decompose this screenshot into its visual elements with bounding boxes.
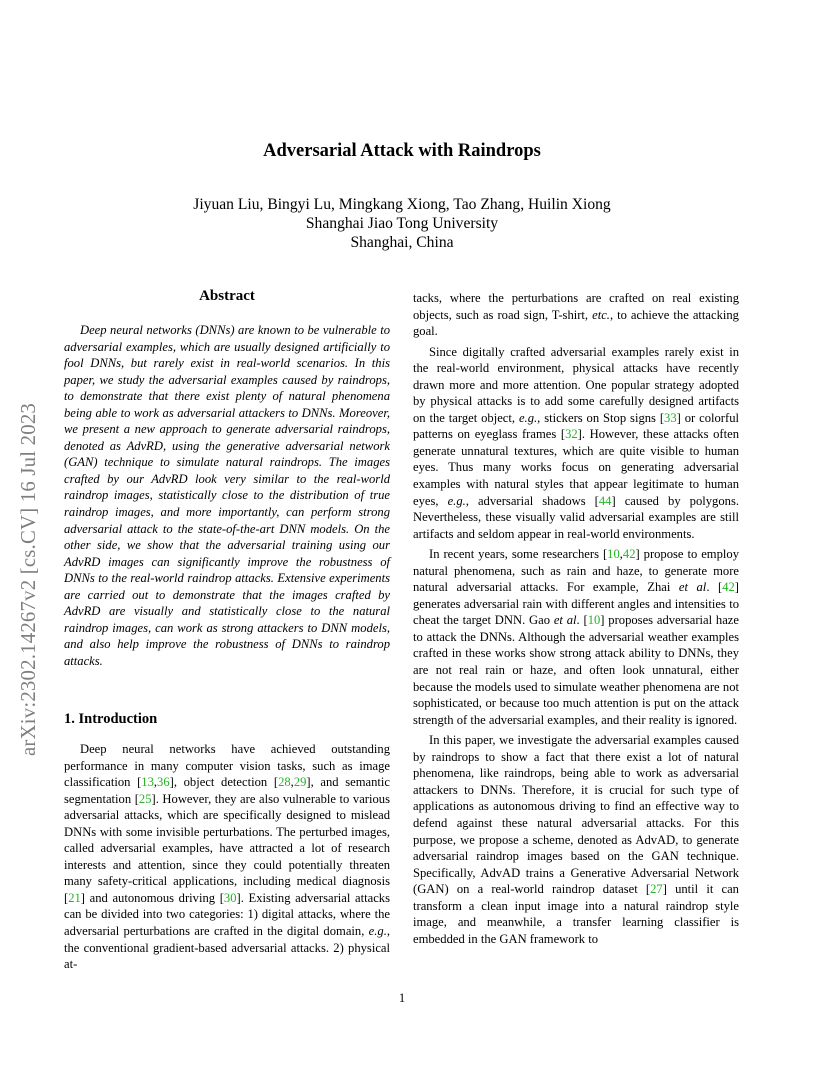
page-number: 1 bbox=[398, 991, 406, 1005]
right-paragraph-2: Since digitally crafted adversarial examples rarely exist in the real-world environment, physical attacks have recently drawn more and more attention. One popular strategy adopted by physical attacks is to add some carefully designed artifacts on the target object, e.g., stickers on Stop signs [33] or colorful patterns on eyeglass frames [32]. However, these attacks often generate unnatural textures, which are quite visible to human eyes. Thus many works focus on generating adversarial examples with natural styles that appear legitimate to human eyes, e.g., adversarial shadows [44] caused by polygons. Nevertheless, these visually valid adversarial examples are still artifacts and seldom appear in real-world environments. bbox=[413, 344, 739, 541]
citation-link[interactable]: 25 bbox=[138, 791, 152, 806]
arxiv-side-stamp: arXiv:2302.14267v2 [cs.CV] 16 Jul 2023 bbox=[17, 402, 40, 756]
citation-link[interactable]: 42 bbox=[722, 580, 735, 595]
paper-title: Adversarial Attack with Raindrops bbox=[263, 141, 541, 161]
right-column-body bbox=[413, 290, 739, 947]
citation-link[interactable]: 13 bbox=[141, 775, 154, 790]
citation-link[interactable]: 36 bbox=[157, 775, 170, 790]
citation-link[interactable]: 27 bbox=[650, 882, 663, 897]
citation-link[interactable]: 42 bbox=[622, 547, 636, 562]
citation-link[interactable]: 32 bbox=[565, 427, 578, 442]
abstract-heading: Abstract bbox=[199, 288, 255, 304]
author-names: Jiyuan Liu, Bingyi Lu, Mingkang Xiong, Tao Zhang, Huilin Xiong bbox=[193, 196, 611, 213]
right-paragraph-continuation: tacks, where the perturbations are crafted on real existing objects, such as road sign, T-shirt, etc., to achieve the attacking goal. bbox=[413, 291, 739, 339]
citation-link[interactable]: 10 bbox=[587, 613, 601, 628]
intro-paragraph-1: Deep neural networks have achieved outstanding performance in many computer vision tasks, such as image classification [13,36], object detection [28,29], and semantic segmentation [25]. However, they are also vulnerable to various adversarial attacks, which are specifically designed to mislead DNNs with some invisible perturbations. The perturbed images, called adversarial examples, have attracted a lot of research interests and attention, since they could potentially threaten many safety-critical applications, including medical diagnosis [21] and autonomous driving [30]. Existing adversarial attacks can be divided into two categories: 1) digital attacks, where the adversarial perturbations are crafted in the digital domain, e.g., the conventional gradient-based adversarial attacks. 2) physical at- bbox=[64, 742, 390, 972]
citation-link[interactable]: 44 bbox=[598, 493, 612, 508]
abstract-text: Deep neural networks (DNNs) are known to be vulnerable to adversarial examples, which are usually designed artificially to fool DNNs, but rarely exist in real-world scenarios. In this paper, we study the adversarial examples caused by raindrops, to demonstrate that there exist plenty of natural phenomena being able to work as adversarial attackers to DNNs. Moreover, we present a new approach to generate adversarial raindrops, denoted as AdvRD, using the generative adversarial network (GAN) technique to simulate natural raindrops. The images crafted by our AdvRD look very similar to the real-world raindrop images, statistically close to the distribution of true raindrop images, and more importantly, can perform strong adversarial attack to the state-of-the-art DNN models. On the other side, we show that the adversarial training using our AdvRD images can significantly improve the robustness of DNNs to the real-world raindrop attacks. Extensive experiments are carried out to demonstrate that the images crafted by AdvRD are visually and statistically close to the natural raindrop images, can work as strong attackers to DNN models, and also help improve the robustness of DNNs to raindrop attacks. bbox=[64, 323, 390, 668]
right-paragraph-3: In recent years, some researchers [10,42] propose to employ natural phenomena, such as rain and haze, to generate more natural adversarial attacks. For example, Zhai et al. [42] generates adversarial rain with different angles and intensities to cheat the target DNN. Gao et al. [10] proposes adversarial haze to attack the DNNs. Although the adversarial weather examples crafted in these works show strong attack ability to DNNs, they are not real rain or haze, and often look unnatural, either because the models used to simulate weather phenomena are not sophisticated, or because too much attention is put on the attack strength of the adversarial examples, and their reality is ignored. bbox=[413, 547, 739, 727]
author-affiliation: Shanghai Jiao Tong University bbox=[305, 215, 499, 232]
citation-link[interactable]: 10 bbox=[607, 547, 620, 562]
abstract-body bbox=[64, 322, 390, 669]
citation-link[interactable]: 28 bbox=[278, 775, 291, 790]
citation-link[interactable]: 30 bbox=[223, 890, 237, 905]
introduction-body bbox=[64, 741, 390, 973]
author-block bbox=[0, 195, 804, 252]
citation-link[interactable]: 33 bbox=[664, 410, 677, 425]
citation-link[interactable]: 21 bbox=[68, 890, 81, 905]
citation-link[interactable]: 29 bbox=[293, 775, 307, 790]
right-paragraph-4: In this paper, we investigate the adversarial examples caused by raindrops to show a fact that there exist a lot of natural phenomena, like raindrops, being able to work as adversarial attackers to DNNs. Therefore, it is crucial for such type of applications as autonomous driving to find an effective way to defend against these natural adversarial attacks. For this purpose, we propose a scheme, denoted as AdvAD, to generate adversarial raindrop images based on the GAN technique. Specifically, AdvAD trains a Generative Adversarial Network (GAN) on a real-world raindrop dataset [27] until it can transform a clean input image into a natural raindrop style image, and meanwhile, a transfer learning classifier is embedded in the GAN framework to bbox=[413, 733, 739, 946]
author-location: Shanghai, China bbox=[350, 234, 454, 251]
section-heading-introduction: 1. Introduction bbox=[64, 711, 158, 727]
